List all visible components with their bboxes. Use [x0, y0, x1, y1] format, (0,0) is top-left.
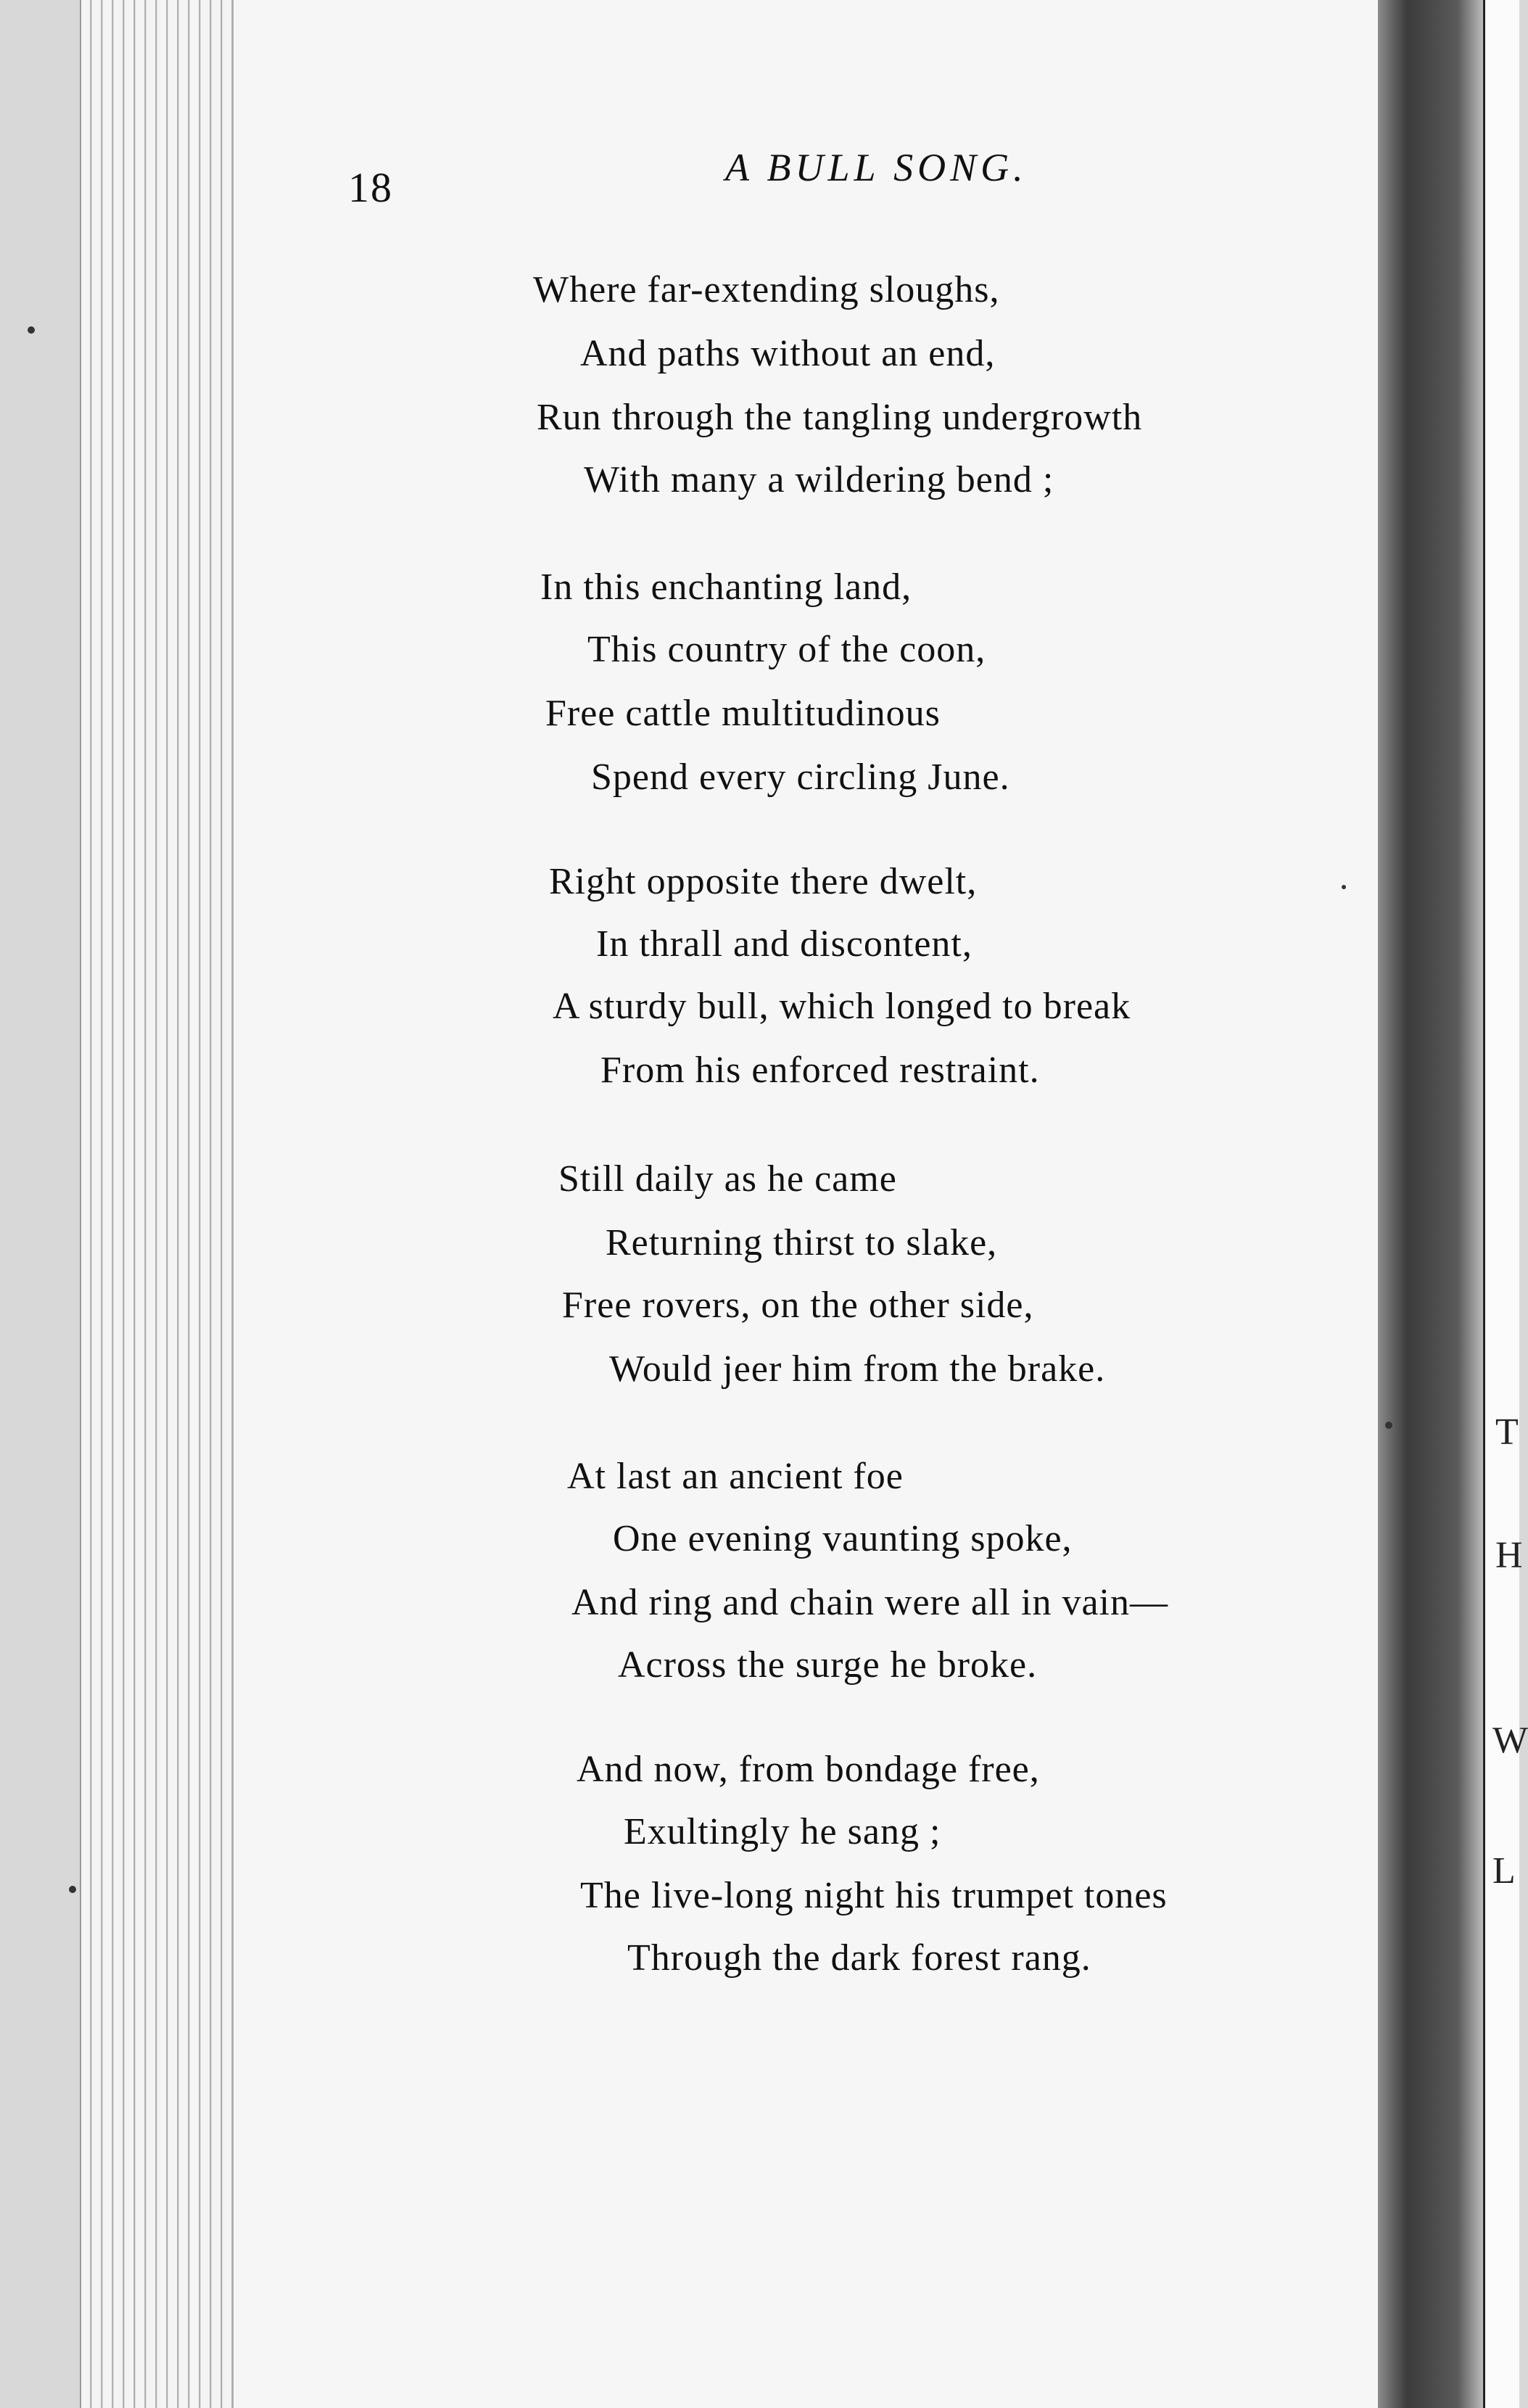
poem-line: Free cattle multitudinous: [545, 693, 941, 734]
poem-line: Across the surge he broke.: [618, 1644, 1038, 1686]
poem-line: This country of the coon,: [587, 629, 986, 670]
poem-line: Run through the tangling undergrowth: [537, 397, 1143, 438]
poem-line: Through the dark forest rang.: [627, 1937, 1091, 1979]
poem-line: Would jeer him from the brake.: [609, 1348, 1106, 1390]
poem-line: A sturdy bull, which longed to break: [553, 986, 1131, 1027]
poem-line: The live-long night his trumpet tones: [580, 1875, 1168, 1916]
facing-page-edge: [1483, 0, 1519, 2408]
poem-line: At last an ancient foe: [567, 1456, 904, 1497]
scan-speck: [1385, 1422, 1392, 1429]
poem-line: And ring and chain were all in vain—: [571, 1582, 1168, 1623]
poem-line: Exultingly he sang ;: [624, 1811, 941, 1852]
facing-page-letter: T: [1495, 1411, 1519, 1453]
poem-line: Free rovers, on the other side,: [562, 1285, 1034, 1326]
poem-line: And paths without an end,: [580, 333, 996, 374]
poem-line: With many a wildering bend ;: [584, 459, 1054, 500]
facing-page-letter: H: [1495, 1535, 1523, 1576]
poem-line: Right opposite there dwelt,: [549, 861, 978, 902]
poem-line: In this enchanting land,: [540, 566, 912, 608]
scan-speck: [1342, 885, 1346, 889]
poem-line: Where far-extending sloughs,: [533, 269, 1000, 310]
poem-line: One evening vaunting spoke,: [613, 1518, 1073, 1559]
scan-speck: [69, 1886, 76, 1893]
facing-page-letter: L: [1492, 1850, 1516, 1892]
facing-page-letter: W: [1492, 1720, 1528, 1761]
poem-line: Returning thirst to slake,: [606, 1222, 998, 1263]
poem-line: From his enforced restraint.: [600, 1050, 1040, 1091]
poem-line: In thrall and discontent,: [596, 923, 972, 965]
scan-speck: [28, 326, 35, 334]
poem-line: And now, from bondage free,: [577, 1749, 1040, 1790]
poem-line: Spend every circling June.: [591, 756, 1010, 798]
page-stack-edges: [80, 0, 241, 2408]
poem-line: Still daily as he came: [558, 1158, 897, 1200]
running-head: A BULL SONG.: [725, 146, 1028, 189]
page-number: 18: [348, 164, 393, 211]
